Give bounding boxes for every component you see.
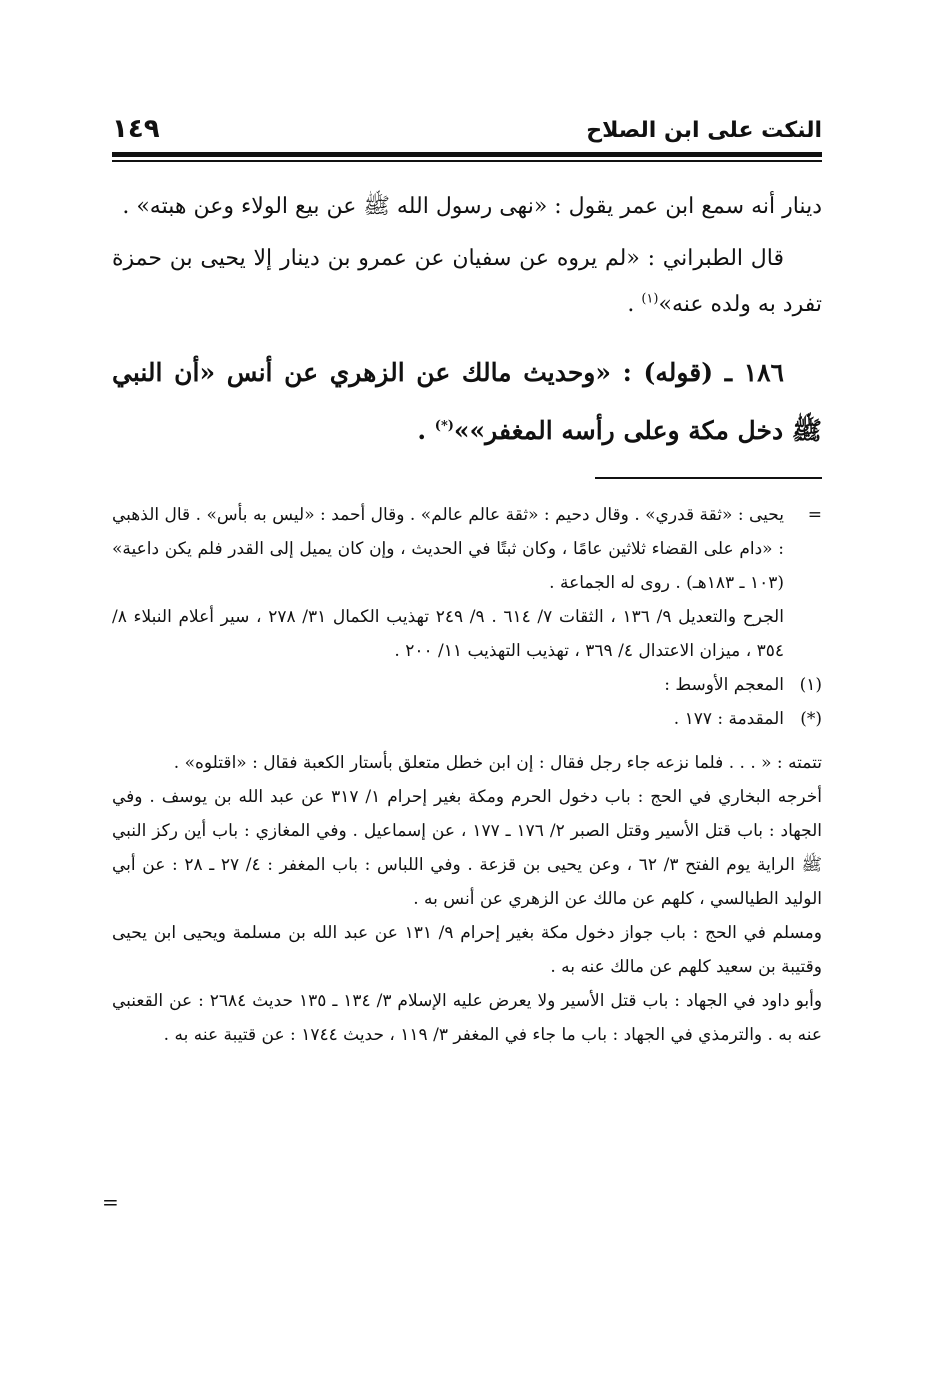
footnote-ref-1: (١) — [641, 291, 659, 307]
star-note-completion: تتمته : « . . . فلما نزعه جاء رجل فقال : إن ابن خطل متعلق بأستار الكعبة فقال : «اقتلوه» . — [173, 753, 822, 773]
footnote-star-marker: (*) — [800, 709, 822, 729]
footnote-star — [112, 702, 822, 736]
star-note-bukhari: أخرجه البخاري في الحج : باب دخول الحرم ومكة بغير إحرام ١/ ٣١٧ عن عبد الله بن يوسف . وفي الجهاد : باب قتل الأسير وقتل الصبر ٢/ ١٧٦ ـ ١٧٧ ، عن إسماعيل . وفي المغازي : باب أين ركز النبي ﷺ الراية يوم الفتح ٣/ ٦٢ ، وعن يحيى بن قزعة . وفي اللباس : باب المغفر : ٤/ ٢٧ ـ ٢٨ : عن أبي الوليد الطيالسي ، كلهم عن مالك عن الزهري عن أنس به . — [112, 787, 822, 909]
footnote-1 — [112, 668, 822, 702]
footnotes — [112, 498, 822, 1052]
continuation-line-1: يحيى : «ثقة قدري» . وقال دحيم : «ثقة عالم عالم» . وقال أحمد : «ليس به بأس» . قال الذهبي : «دام على القضاء ثلاثين عامًا ، وكان ثبتًا في الحديث ، وإن كان يميل إلى القدر فلم يكن داعية» (١٠٣ ـ ١٨٣هـ) . روى له الجماعة . — [112, 505, 784, 593]
footnote-1-text: المعجم الأوسط : — [664, 675, 784, 695]
paragraph-186-heading — [112, 344, 822, 460]
footnote-1-marker: (١) — [799, 675, 822, 695]
footnote-ref-star: (*) — [434, 418, 454, 434]
continuation-end-marker: = — [102, 1190, 119, 1214]
main-text — [112, 184, 822, 460]
paragraph-tabarani — [112, 236, 822, 328]
star-note-abudawud: وأبو داود في الجهاد : باب قتل الأسير ولا يعرض عليه الإسلام ٣/ ١٣٤ ـ ١٣٥ حديث ٢٦٨٤ : عن القعنبي عنه به . والترمذي في الجهاد : باب ما جاء في المغفر ٣/ ١١٩ ، حديث ١٧٤٤ : عن قتيبة عنه به . — [112, 991, 823, 1045]
star-note-muslim: ومسلم في الحج : باب جواز دخول مكة بغير إحرام ٩/ ١٣١ عن عبد الله بن مسلمة ويحيى ابن يحيى وقتيبة بن سعيد كلهم عن مالك عنه به . — [112, 923, 822, 977]
page-header — [112, 108, 822, 152]
footnote-continuation — [112, 498, 822, 600]
heading-186-text: ١٨٦ ـ (قوله) : «وحديث مالك عن الزهري عن أنس «أن النبي ﷺ دخل مكة وعلى رأسه المغفر»» — [112, 358, 822, 445]
tabarani-text: قال الطبراني : «لم يروه عن سفيان عن عمرو بن دينار إلا يحيى بن حمزة تفرد به ولده عنه» — [112, 246, 822, 317]
running-title: النكت على ابن الصلاح — [586, 118, 822, 143]
header-rule-thin — [112, 160, 822, 162]
footnote-star-text: المقدمة : ١٧٧ . — [673, 709, 784, 729]
heading-186-end: . — [417, 416, 435, 445]
tabarani-end: . — [627, 292, 642, 317]
footnote-continuation-refs: الجرح والتعديل ٩/ ١٣٦ ، الثقات ٧/ ٦١٤ . ٩/ ٢٤٩ تهذيب الكمال ٣١/ ٢٧٨ ، سير أعلام النبلاء ٨/ ٣٥٤ ، ميزان الاعتدال ٤/ ٣٦٩ ، تهذيب التهذيب ١١/ ٢٠٠ . — [112, 607, 784, 661]
footnote-separator — [595, 477, 822, 479]
paragraph-hadith-end: دينار أنه سمع ابن عمر يقول : «نهى رسول الله ﷺ عن بيع الولاء وعن هبته» . — [122, 194, 822, 219]
header-rule-thick — [112, 152, 822, 157]
continuation-marker: = — [807, 505, 822, 525]
page-number: ١٤٩ — [112, 114, 160, 144]
